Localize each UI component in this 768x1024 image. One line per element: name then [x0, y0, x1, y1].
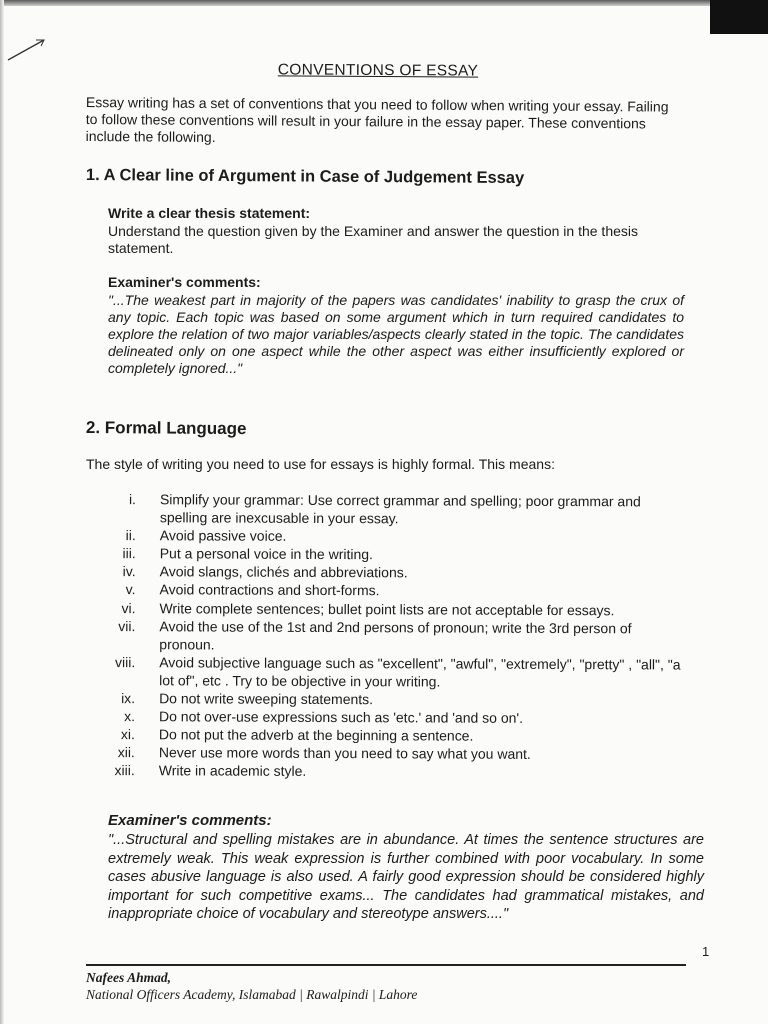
list-item-text: Do not write sweeping statements. — [159, 690, 374, 708]
list-item-number: xi. — [120, 726, 135, 743]
list-item-number: iv. — [122, 563, 136, 580]
list-item-text: Write complete sentences; bullet point lists are not acceptable for essays. — [159, 599, 615, 618]
footer-author: Nafees Ahmad, — [86, 970, 171, 985]
list-item-text: Do not over-use expressions such as 'etc.' and 'and so on'. — [158, 708, 524, 726]
list-item — [99, 761, 689, 782]
examiner-comments-text-1: "...The weakest part in majority of the papers was candidates' inability to grasp the crux of any topic. Each topic was based on some argument which in turn required candidates to explore the relation of two major variables/aspects clearly stated in the topic. The candidates delineated only on one aspect while the other aspect was either insufficiently explored or completely ignored..." — [108, 292, 684, 376]
list-item-number: v. — [125, 581, 136, 598]
examiner-comments-heading-1: Examiner's comments: — [108, 274, 261, 290]
list-item-text: Avoid subjective language such as "excellent", "awful", "extremely", "pretty" , "all", "a lot of", etc . Try to be objective in your writing. — [159, 654, 681, 690]
list-item-text: Do not put the adverb at the beginning a sentence. — [158, 726, 474, 744]
footer-divider — [86, 964, 686, 966]
list-item-text: Put a personal voice in the writing. — [159, 545, 373, 563]
examiner-comments-text-2: "...Structural and spelling mistakes are in abundance. At times the sentence structures are extremely weak. This weak expression is further combined with poor vocabulary. In some cases abusive language is also used. A fairly good expression should be considered highly important for such competitive exams... The candidates had grammatical mistakes, and inappropriate choice of vocabulary and stereotype answers...." — [108, 832, 704, 922]
formal-language-list — [99, 490, 690, 782]
list-item-text: Never use more words than you need to say what you want. — [158, 744, 531, 763]
thesis-text: Understand the question given by the Examiner and answer the question in the thesis statement. — [108, 223, 638, 256]
list-item-text: Avoid the use of the 1st and 2nd persons of pronoun; write the 3rd person of pronoun. — [159, 617, 632, 653]
intro-paragraph: Essay writing has a set of conventions that you need to follow when writing your essay. Failing to follow these conventions will result in your failure in the essay paper. These conventions include the following. — [85, 94, 669, 146]
list-item-number: vii. — [118, 617, 136, 634]
list-item — [99, 617, 689, 656]
section-2-heading: 2. Formal Language — [85, 418, 247, 439]
list-item-number: iii. — [122, 545, 136, 562]
list-item-number: viii. — [114, 653, 136, 670]
page-title: CONVENTIONS OF ESSAY — [277, 61, 479, 80]
list-item-text: Avoid slangs, clichés and abbreviations. — [159, 563, 408, 581]
list-item-text: Simplify your grammar: Use correct grammar and spelling; poor grammar and spelling are inexcusable in your essay. — [159, 491, 641, 527]
list-item-number: vi. — [121, 599, 136, 616]
list-item-number: xiii. — [114, 762, 135, 779]
section-1-heading: 1. A Clear line of Argument in Case of Judgement Essay — [85, 166, 525, 188]
list-item-number: ii. — [125, 527, 136, 544]
list-item-number: i. — [128, 491, 136, 508]
list-item-number: ix. — [121, 690, 136, 707]
list-item — [100, 490, 690, 529]
list-item — [99, 653, 689, 692]
page-number: 1 — [702, 944, 710, 959]
list-item-number: x. — [124, 708, 136, 725]
list-item-number: xii. — [117, 744, 135, 761]
footer-institution: National Officers Academy, Islamabad | Rawalpindi | Lahore — [86, 987, 418, 1002]
list-item-text: Write in academic style. — [158, 762, 307, 780]
list-item-text: Avoid contractions and short-forms. — [159, 581, 380, 599]
list-item-text: Avoid passive voice. — [159, 527, 287, 545]
thesis-heading: Write a clear thesis statement: — [108, 205, 311, 221]
section-2-intro: The style of writing you need to use for essays is highly formal. This means: — [86, 456, 555, 472]
examiner-comments-heading-2: Examiner's comments: — [108, 812, 272, 829]
